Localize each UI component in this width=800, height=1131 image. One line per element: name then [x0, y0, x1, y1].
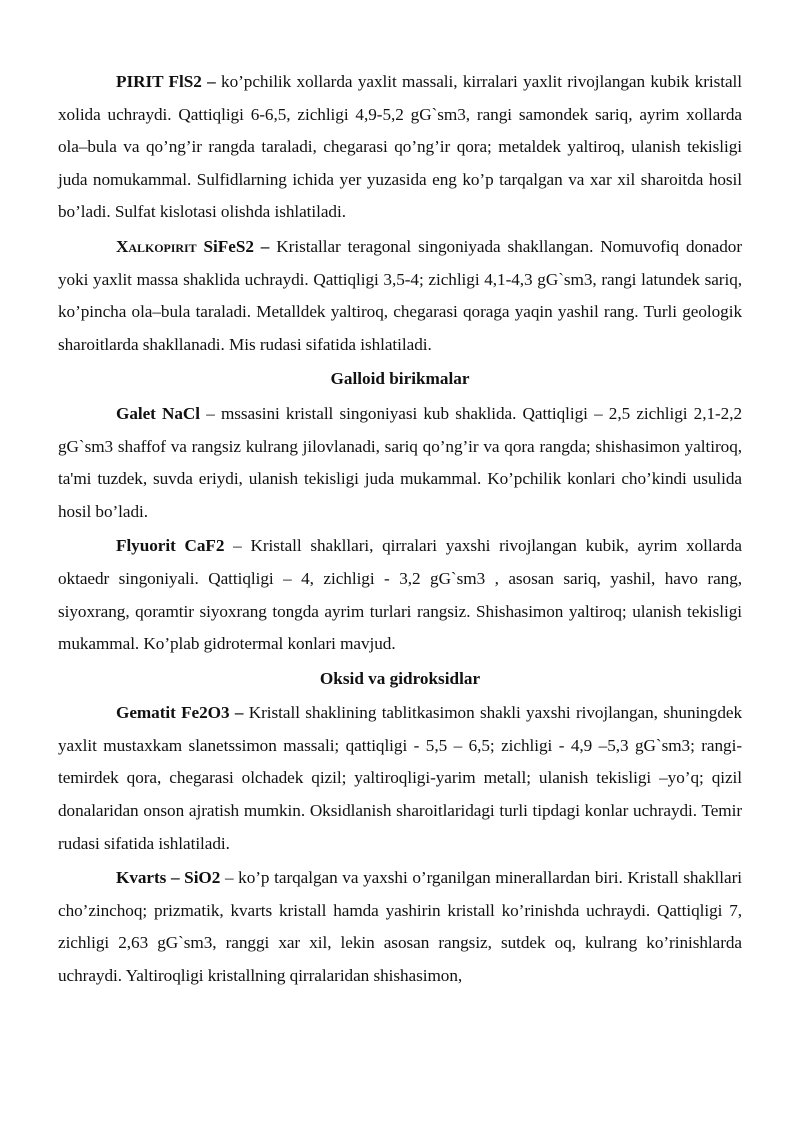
term-flyuorit: Flyuorit CaF2 — [116, 536, 225, 556]
term-xalkopirit-first: X — [116, 236, 129, 256]
text-pirit: ko’pchilik xollarda yaxlit massali, kirralari yaxlit rivojlangan kubik kristall xolida uchraydi. Qattiqligi 6-6,5, zichligi 4,9-5,2 gG`sm3, rangi samondek sariq, ayrim xollarda ola–bula va qo’ng’ir rangda taraladi, chegarasi qo’ng’ir qora; metaldek yaltiroq, ulanish tekisligi juda nomukammal. Sulfidlarning ichida yer yuzasida eng ko’p tarqalgan va xar xil sharoitda hosil bo’ladi. Sulfat kislotasi olishda ishlatiladi. — [58, 72, 742, 222]
heading-galloid: Galloid birikmalar — [330, 369, 470, 389]
text-galet: – mssasini kristall singoniyasi kub shaklida. Qattiqligi – 2,5 zichligi 2,1-2,2 gG`sm3 shaffof va rangsiz kulrang jilovlanadi, sariq qo’ng’ir va qora rangda; shishasimon yaltiroq, ta'mi tuzdek, suvda eriydi, ulanish tekisligi juda mukammal. Ko’pchilik konlari cho’kindi usulida hosil bo’ladi. — [58, 403, 742, 521]
paragraph-gematit — [58, 697, 742, 860]
text-kvarts: – ko’p tarqalgan va yaxshi o’rganilgan minerallardan biri. Kristall shakllari cho’zinchoq; prizmatik, kvarts kristall hamda yashirin kristall ko’rinishda uchraydi. Qattiqligi 7, zichligi 2,63 gG`sm3, ranggi xar xil, lekin asosan rangsiz, sutdek oq, kulrang ko’rinishlarda uchraydi. Yaltiroqligi kristallning qirralaridan shishasimon, — [58, 868, 742, 986]
term-gematit: Gematit Fe2O3 – — [116, 703, 244, 723]
paragraph-flyuorit — [58, 530, 742, 660]
term-pirit: PIRIT FlS2 – — [116, 72, 216, 91]
paragraph-xalkopirit — [58, 231, 742, 361]
term-xalkopirit-formula: SiFeS2 – — [196, 236, 270, 256]
paragraph-pirit — [58, 66, 742, 229]
paragraph-galet — [58, 398, 742, 528]
paragraph-kvarts — [58, 862, 742, 992]
term-xalkopirit — [116, 237, 269, 256]
text-gematit: Kristall shaklining tablitkasimon shakli yaxshi rivojlangan, shuningdek yaxlit mustaxkam slanetssimon massali; qattiqligi - 5,5 – 6,5; zichligi - 4,9 –5,3 gG`sm3; rangi-temirdek qora, chegarasi olchadek qizil; yaltiroqligi-yarim metall; ulanish tekisligi –yo’q; qizil donalaridan onson ajratish mumkin. Oksidlanish sharoitlaridagi turli tipdagi konlar uchraydi. Temir rudasi sifatida ishlatiladi. — [58, 703, 742, 853]
heading-oksid: Oksid va gidroksidlar — [319, 668, 481, 688]
text-flyuorit: – Kristall shakllari, qirralari yaxshi rivojlangan kubik, ayrim xollarda oktaedr singoniyali. Qattiqligi – 4, zichligi - 3,2 gG`sm3 , asosan sariq, yashil, havo rang, siyoxrang, qoramtir siyoxrang tongda ayrim turlari rangsiz. Shishasimon yaltiroq; ulanish tekisligi mukammal. Ko’plab gidrotermal konlari mavjud. — [58, 536, 742, 654]
term-kvarts: Kvarts – SiO2 — [116, 868, 221, 888]
text-xalkopirit: Kristallar teragonal singoniyada shakllangan. Nomuvofiq donador yoki yaxlit massa shaklida uchraydi. Qattiqligi 3,5-4; zichligi 4,1-4,3 gG`sm3, rangi latundek sariq, ko’pincha ola–bula taraladi. Metalldek yaltiroq, chegarasi qoraga yaqin yashil rang. Turli geologik sharoitlarda shakllanadi. Mis rudasi sifatida ishlatiladi. — [58, 236, 742, 354]
term-xalkopirit-smallcaps: alkopirit — [128, 236, 197, 256]
term-galet: Galet NaCl — [116, 403, 201, 423]
